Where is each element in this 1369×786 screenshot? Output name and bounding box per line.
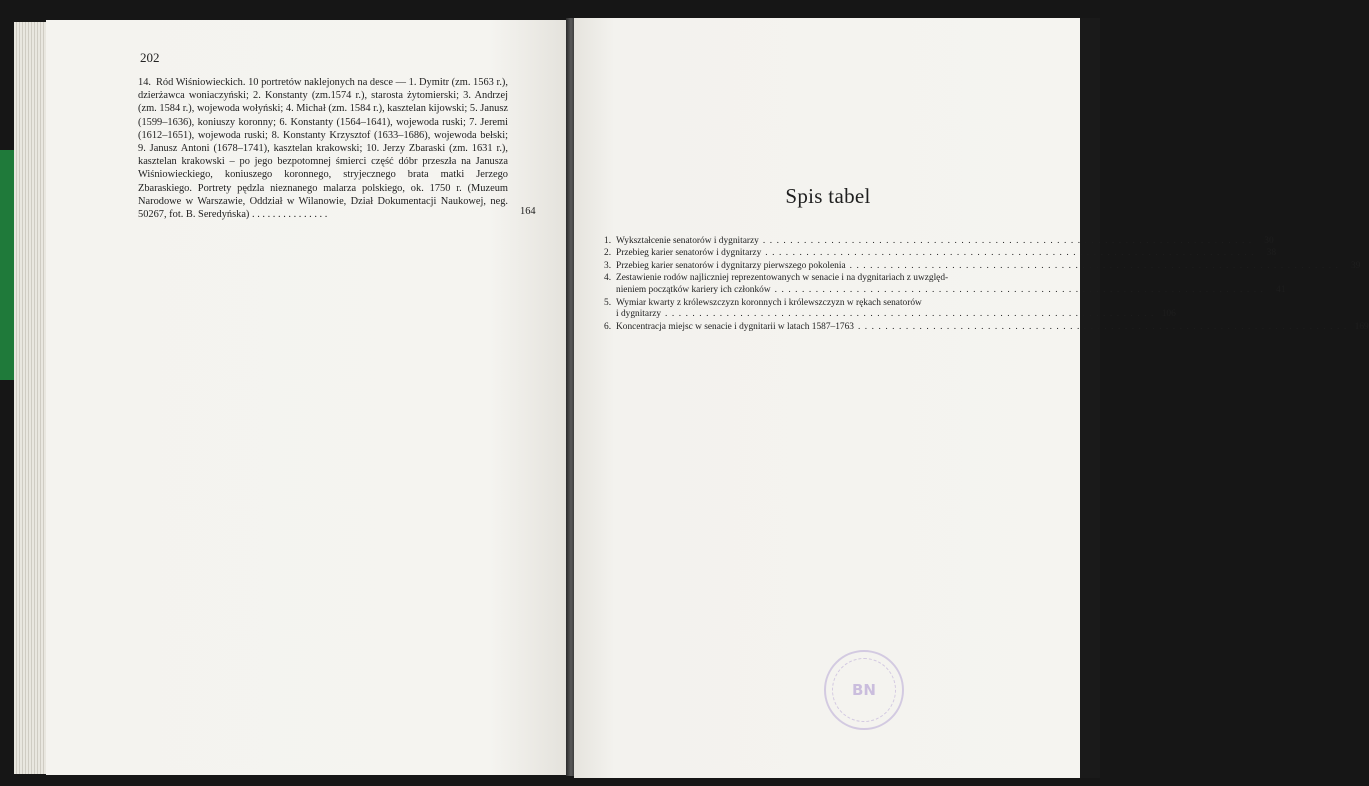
toc-entry-title: Przebieg karier senatorów i dygnitarzy pierwszego pokolenia [616,260,846,271]
toc-entry-number: 4. [604,273,612,284]
toc-leader-dots: ........................................................................ [762,236,1256,246]
book-page-edges [14,22,48,774]
toc-entry-page: 30 [1264,236,1274,246]
caption-dots: . . . . . . . . . . . . . . . [252,209,328,221]
caption-page-number: 164 [520,206,536,217]
toc-entry-title: Koncentracja miejsc w senacie i dygnitarii w latach 1587–1763 [616,321,854,332]
stamp-text: BN [852,681,876,699]
page-number: 202 [140,50,160,65]
toc-entry-page: 169 [1354,321,1369,332]
toc-leader-dots: ........................................................................ [665,309,1158,320]
toc-entry-title: Przebieg karier senatorów i dygnitarzy [616,248,762,259]
right-page [574,18,1082,778]
illustration-caption [138,76,508,221]
toc-entry [604,236,1274,248]
toc-entry-page: 39 [1350,260,1361,271]
toc-entry-page: 41 [1276,285,1286,296]
toc-entry-title-continued: nieniem początków kariery ich członków [616,285,771,296]
section-title: Spis tabel [785,184,871,208]
toc-leader-dots: ........................................................................ [857,321,1351,332]
library-stamp [824,650,904,730]
caption-text: Ród Wiśniowieckich. 10 portretów naklejonych na desce — 1. Dymitr (zm. 1563 r.), dzierżawca woniaczyński; 2. Konstanty (zm.1574 r.), starosta żytomierski; 3. Andrzej (zm. 1584 r.), wojewoda wołyński; 4. Michał (zm. 1584 r.), kasztelan kijowski; 5. Janusz (1599–1636), koniuszy koronny; 6. Konstanty (1564–1641), wojewoda ruski; 7. Jeremi (1612–1651), wojewoda ruski; 8. Konstanty Krzysztof (1633–1686), wojewoda bełski; 9. Janusz Antoni (1678–1741), kasztelan krakowski; 10. Jerzy Zbaraski (zm. 1631 r.), kasztelan krakowski – po jego bezpotomnej śmierci część dóbr przeszła na Janusza Wiśniowieckiego, koniuszego koronnego, stryjecznego brata matki Jerzego Zbaraskiego. Portrety pędzla nieznanego malarza polskiego, ok. 1750 r. (Muzeum Narodowe w Warszawie, Oddział w Wilanowie, Dział Dokumentacji Naukowej, neg. 50267, fot. B. Seredyńska) [138,77,508,221]
book-right-edge [1080,18,1100,778]
toc-entry [604,260,1361,273]
toc-entry [604,273,1286,297]
toc-entry-page: 106 [1161,309,1176,320]
toc-leader-dots: ........................................................................ [765,248,1259,259]
toc-entry-title-continued: i dygnitarzy [616,309,662,320]
background-green-strip [0,150,14,380]
toc-entry-number: 1. [604,236,612,246]
toc-entry-number: 5. [604,297,612,308]
toc-entry-page: 38 [1266,248,1277,259]
toc-entry-number: 3. [604,260,612,271]
toc-entry [604,297,1176,322]
toc-entry-title: Wymiar kwarty z królewszczyzn koronnych i królewszczyzn w rękach senatorów [616,297,922,308]
caption-number: 14. [138,77,151,88]
toc-entry-number: 2. [604,248,612,259]
toc-entry [604,248,1277,260]
toc-entry-title: Wykształcenie senatorów i dygnitarzy [616,236,759,246]
toc-leader-dots: ........................................................................ [774,285,1268,296]
toc-entry-title: Zestawienie rodów najliczniej reprezentowanych w senacie i na dygnitariach z uwzględ- [616,273,949,284]
table-of-tables [604,236,1369,334]
toc-entry [604,321,1369,334]
toc-entry-number: 6. [604,321,612,332]
toc-leader-dots: ........................................................................ [849,260,1343,271]
